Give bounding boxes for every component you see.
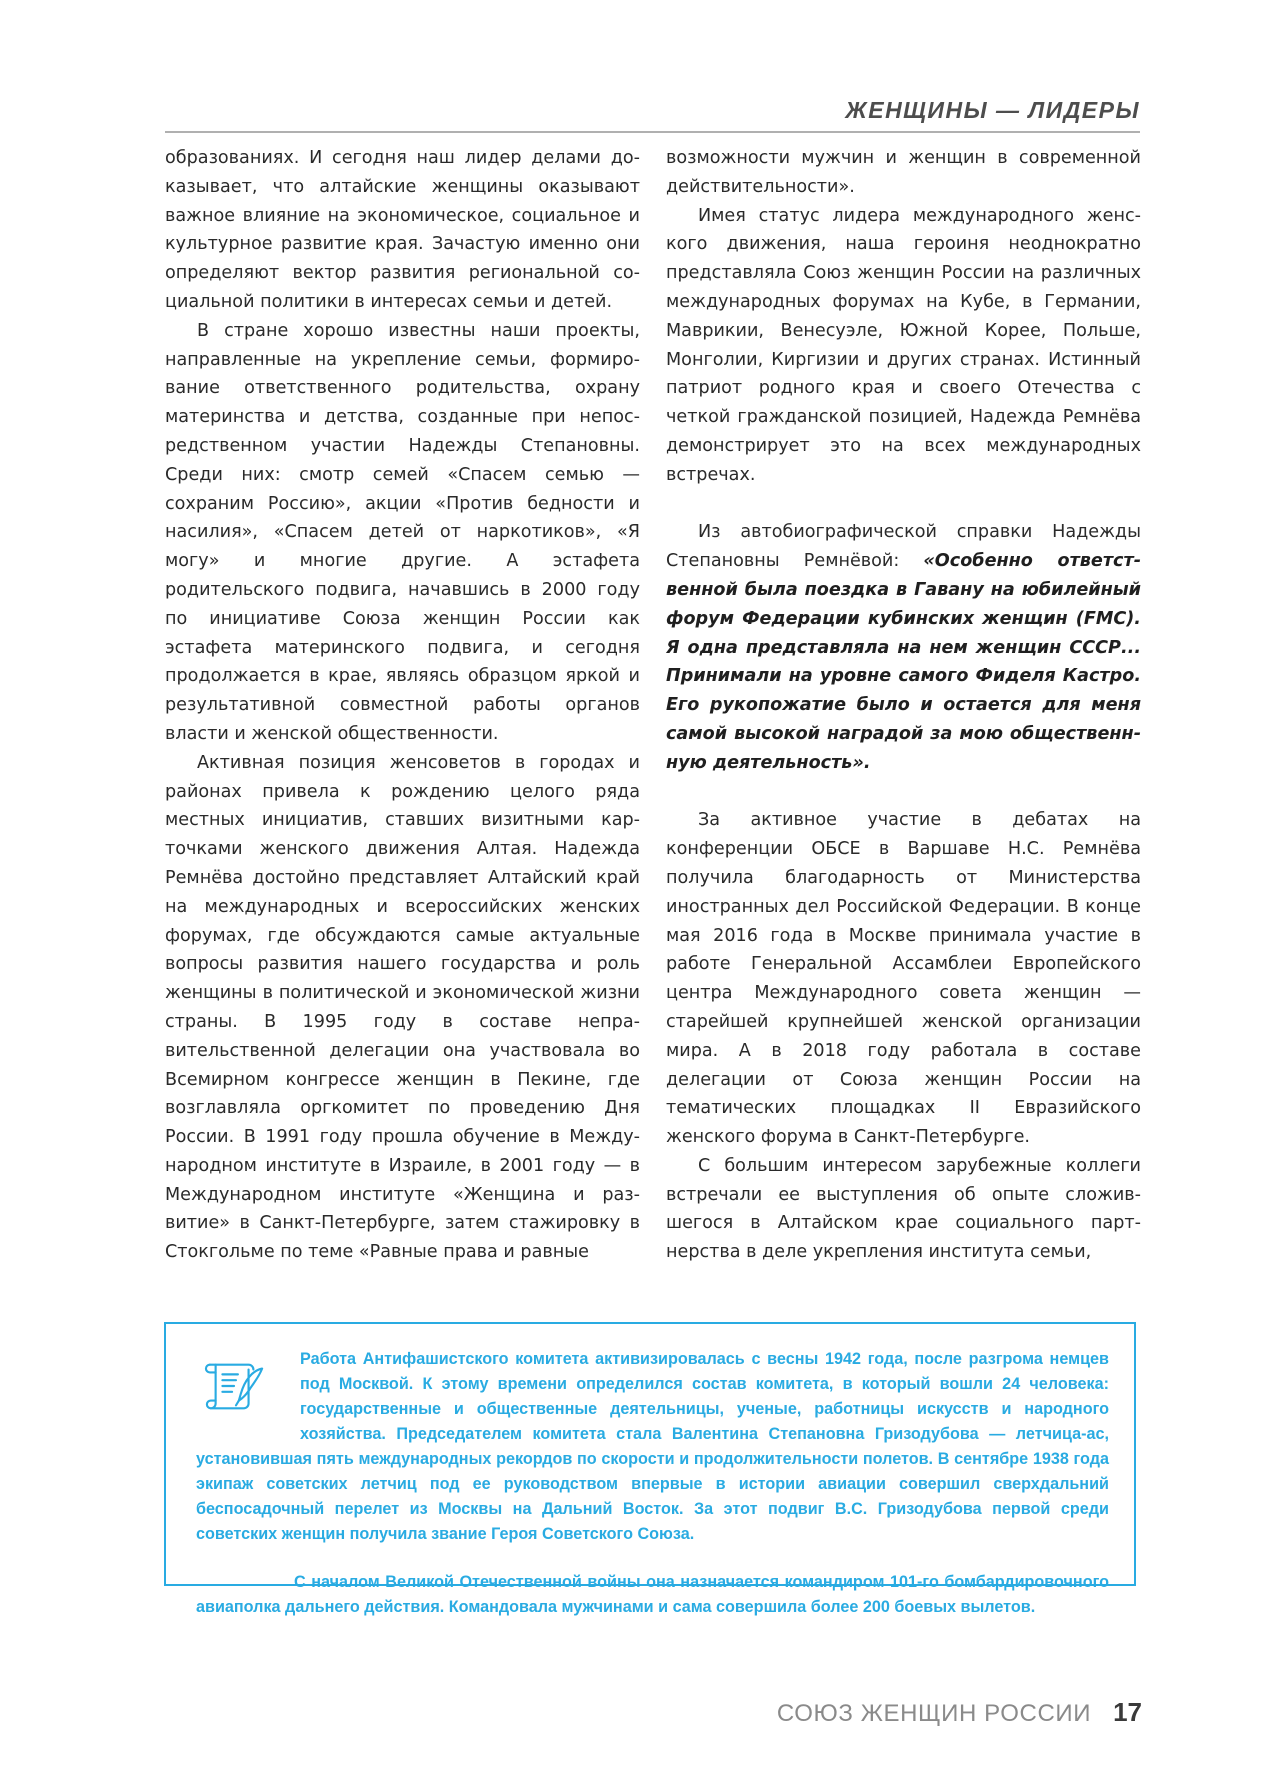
left-column [165,144,640,1267]
quote-text: «Особенно ответственной была поездка в Гавану на юбилейный форум Федерации кубинских женщин (FMC). Я одна представляла на нем женщин СССР... Принимали на уровне самого Фиделя Кастро. Его рукопожатие было и остается для меня самой высокой наградой за мою общественнную деятельность». [666,551,1141,773]
section-title: ЖЕНЩИНЫ — ЛИДЕРЫ [845,97,1140,123]
left-paragraph-2: В стране хорошо известны наши проекты, направленные на укрепление семьи, формирование ответственного родительства, охрану материнства и детства, созданные при непосредственном участии Надежды Степановны. Среди них: смотр семей «Спасем семью — сохраним Россию», акции «Против бедности и насилия», «Спасем детей от наркотиков», «Я могу» и многие другие. А эстафета родительского подвига, начавшись в 2000 году по инициативе Союза женщин России как эстафета материнского подвига, и сегодня продолжается в крае, являясь образцом яркой и результативной совместной работы органов власти и женской общественности. [165,320,640,744]
footer-org-name: СОЮЗ ЖЕНЩИН РОССИИ [776,1700,1092,1727]
info-box [164,1322,1136,1616]
right-paragraph-1: возможности мужчин и женщин в современной действительности». [666,148,1141,197]
left-paragraph-1: образованиях. И сегодня наш лидер делами доказывает, что алтайские женщины оказывают важное влияние на экономическое, социальное и культурное развитие края. Зачастую именно они определяют вектор развития региональной социальной политики в интересах семьи и детей. [165,148,640,312]
right-paragraph-4: За активное участие в дебатах на конференции ОБСЕ в Варшаве Н.С. Ремнёва получила благодарность от Министерства иностранных дел Российской Федерации. В конце мая 2016 года в Москве принимала участие в работе Генеральной Ассамблеи Европейского центра Международного совета женщин — старейшей крупнейшей женской организации мира. А в 2018 году работала в составе делегации от Союза женщин России на тематических площадках II Евразийского женского форума в Санкт-Петербурге. [666,810,1141,1148]
right-paragraph-2: Имея статус лидера международного женского движения, наша героиня неоднократно представляла Союз женщин России на различных международных форумах на Кубе, в Германии, Маврикии, Венесуэле, Южной Корее, Польше, Монголии, Киргизии и других странах. Истинный патриот родного края и своего Отечества с четкой гражданской позицией, Надежда Ремнёва демонстрирует это на всех международных встречах. [666,205,1141,485]
autobiography-quote [666,518,1141,777]
page-footer [777,1697,1142,1728]
info-box-paragraph-1: Работа Антифашистского комитета активизировалась с весны 1942 года, после разгрома немцев под Москвой. К этому времени определился состав комитета, в который вошли 24 человека: государственные и общественные деятельницы, ученые, работницы искусств и народного хозяйства. Председателем комитета стала Валентина Степановна Гризодубова — летчица-ас, установившая пять международных рекордов по скорости и продолжительности полетов. В сентябре 1938 года экипаж советских летчиц под ее руководством впервые в истории авиации совершил сверхдальний беспосадочный перелет из Москвы на Дальний Восток. За этот подвиг В.С. Гризодубова первой среди советских женщин получила звание Героя Советского Союза. [196,1350,1109,1543]
page-number: 17 [1113,1697,1142,1727]
left-paragraph-3: Активная позиция женсоветов в городах и районах привела к рождению целого ряда местных инициатив, ставших визитными карточками женского движения Алтая. Надежда Ремнёва достойно представляет Алтайский край на международных и всероссийских женских форумах, где обсуждаются самые актуальные вопросы развития нашего государства и роль женщины в политической и экономической жизни страны. В 1995 году в составе неправительственной делегации она участвовала во Всемирном конгрессе женщин в Пекине, где возглавляла оргкомитет по проведению Дня России. В 1991 году прошла обучение в Международном институте в Израиле, в 2001 году — в Международном институте «Женщина и развитие» в Санкт-Петербурге, затем стажировку в Стокгольме по теме «Равные права и равные [165,752,640,1263]
quote-intro: Из автобиографической справки Надежды Степановны Ремнёвой: [666,522,1141,572]
info-box-paragraph-2: С началом Великой Отечественной войны она назначается командиром 101-го бомбардировочного авиаполка дальнего действия. Командовала мужчинами и сама совершила более 200 боевых вылетов. [196,1573,1109,1616]
right-paragraph-5: С большим интересом зарубежные коллеги встречали ее выступления об опыте сложившегося в Алтайском крае социального партнерства в деле укрепления института семьи, [666,1155,1141,1263]
right-column [666,144,1141,1267]
header-rule [165,131,1140,133]
info-box-text [196,1347,1109,1620]
